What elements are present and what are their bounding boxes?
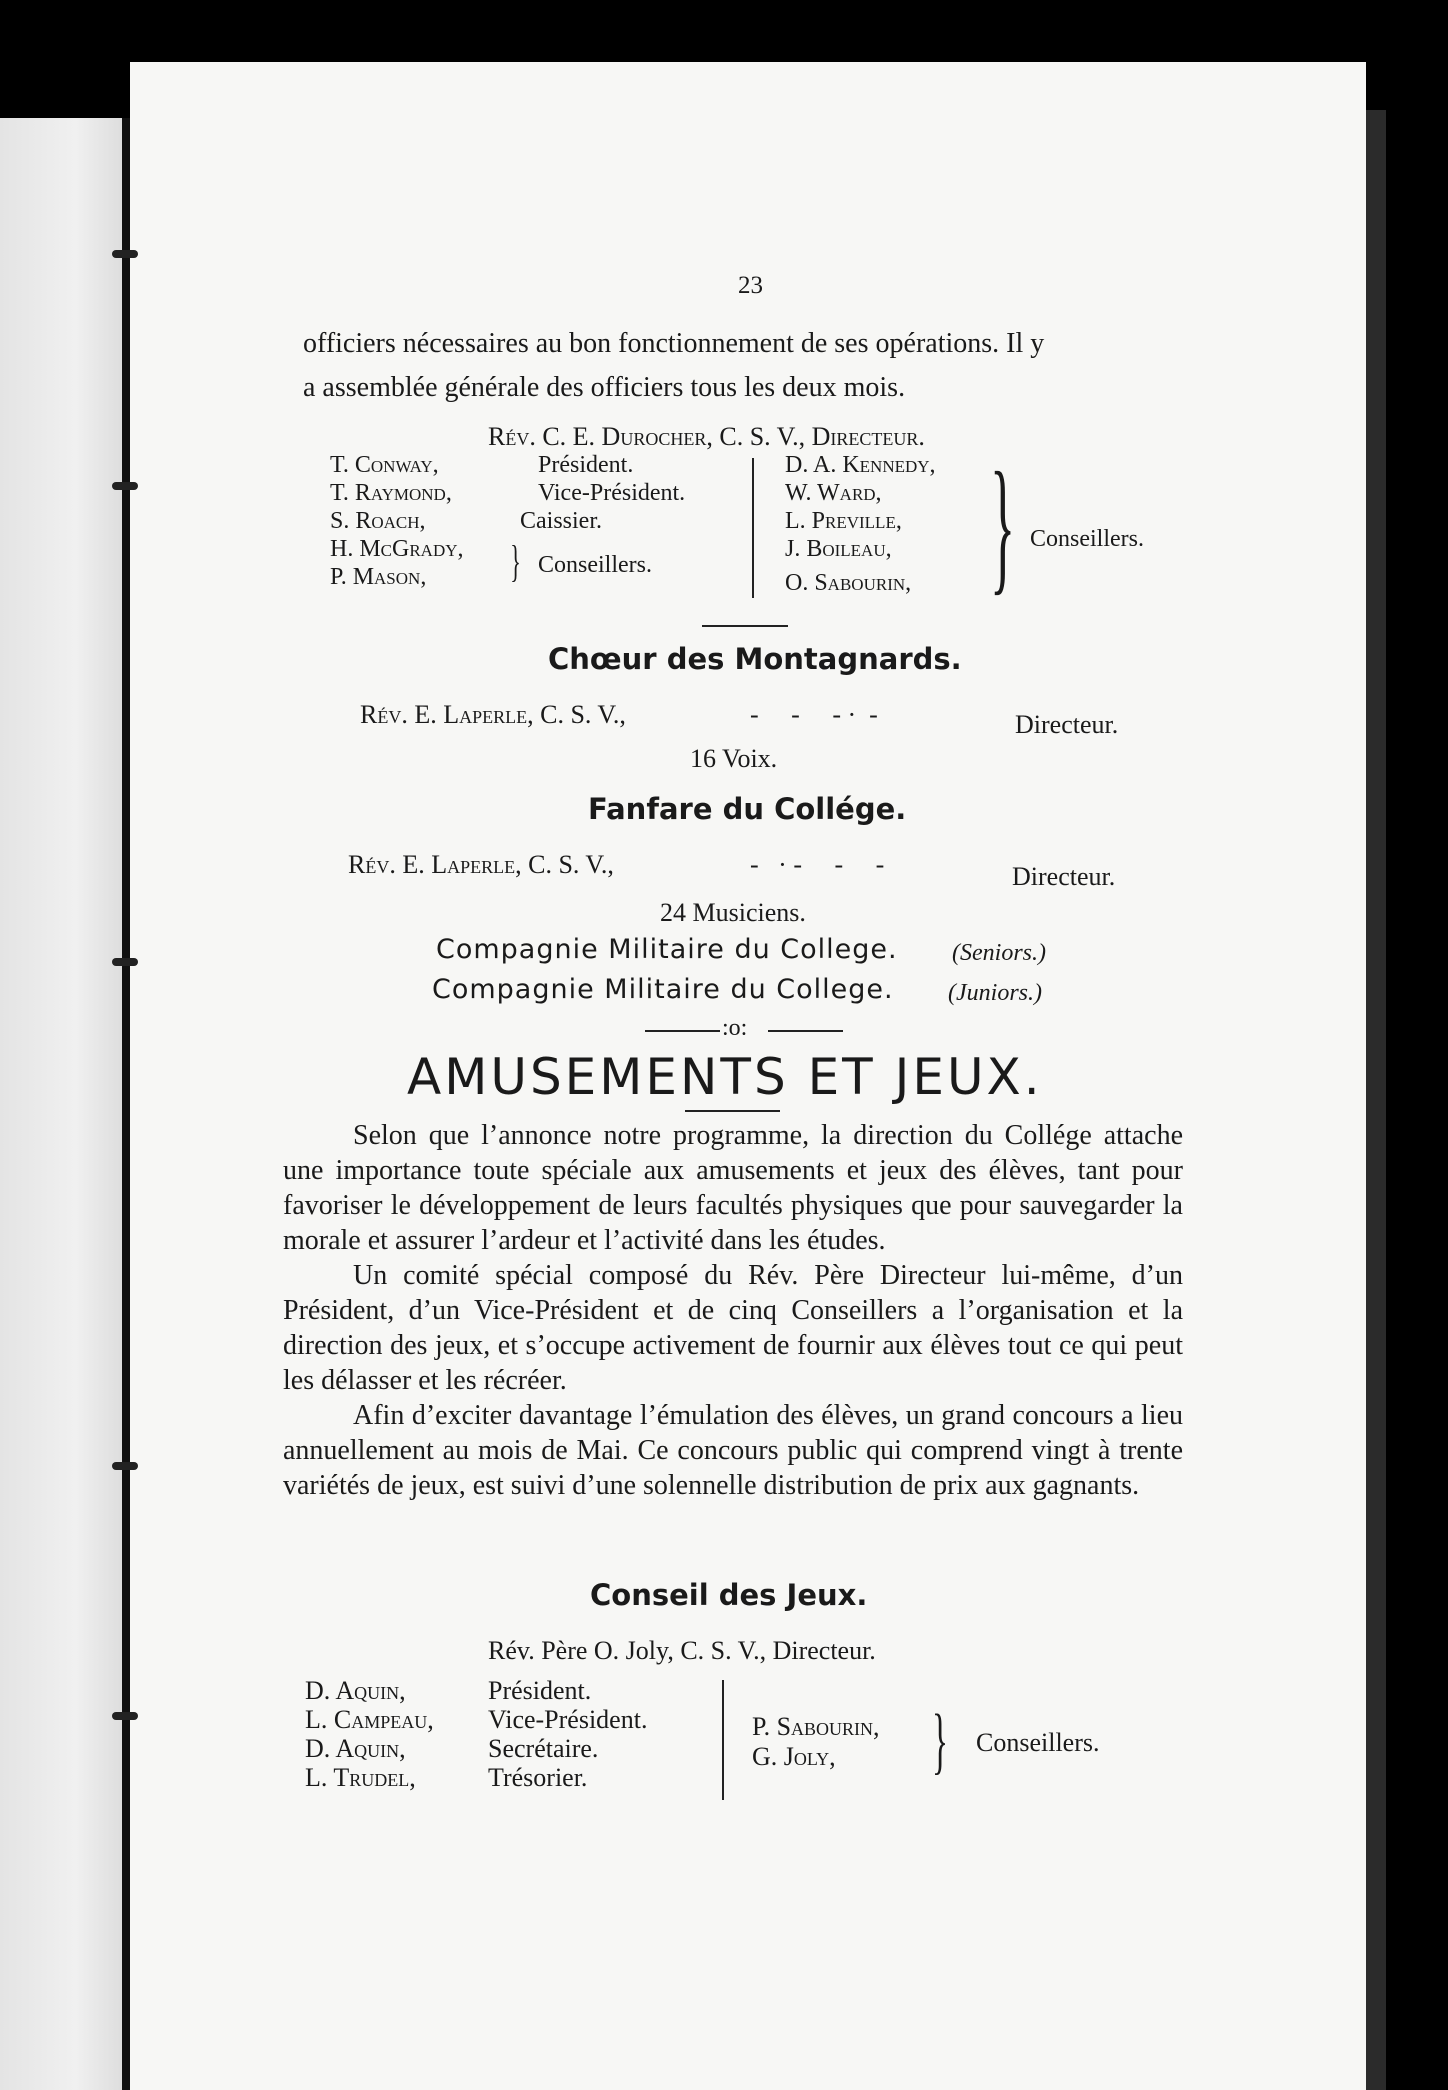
officer-name: T. Raymond, bbox=[330, 480, 452, 506]
officer-group-role: Conseillers. bbox=[538, 552, 652, 578]
officer-role: Secrétaire. bbox=[488, 1734, 599, 1763]
officer-name: O. Sabourin, bbox=[785, 570, 912, 596]
military-note: (Seniors.) bbox=[952, 940, 1046, 966]
book-binding bbox=[122, 118, 130, 2090]
divider bbox=[645, 1030, 720, 1032]
divider bbox=[702, 625, 788, 627]
binding-stitch bbox=[112, 958, 138, 966]
officer-role: Trésorier. bbox=[488, 1763, 588, 1792]
officer-name: D. Aquin, bbox=[305, 1676, 406, 1705]
officer-name: L. Campeau, bbox=[305, 1705, 434, 1734]
binding-stitch bbox=[112, 250, 138, 258]
officer-name: D. A. Kennedy, bbox=[785, 452, 936, 478]
officer-name: J. Boileau, bbox=[785, 536, 892, 562]
section-heading: Chœur des Montagnards. bbox=[548, 642, 962, 676]
intro-line: a assemblée générale des officiers tous les deux mois. bbox=[303, 372, 906, 403]
officer-group-role: Conseillers. bbox=[976, 1728, 1100, 1757]
member-count: 16 Voix. bbox=[690, 744, 778, 773]
officer-name: P. Mason, bbox=[330, 564, 427, 590]
director-line: Rév. C. E. Durocher, C. S. V., Directeur. bbox=[488, 422, 925, 451]
officer-name: L. Preville, bbox=[785, 508, 902, 534]
officer-role: Caissier. bbox=[520, 508, 602, 534]
paragraph: Un comité spécial composé du Rév. Père Directeur lui-même, d’un Président, d’un Vice-Président et de cinq Conseillers a l’organisation et la direction des jeux, et s’occupe activement de fournir aux élèves tout ce qui peut les délasser et les récréer. bbox=[283, 1260, 1183, 1396]
divider bbox=[768, 1030, 843, 1032]
page-number: 23 bbox=[738, 272, 763, 299]
divider bbox=[685, 1110, 780, 1112]
director-name: Rév. E. Laperle, C. S. V., bbox=[348, 850, 614, 879]
left-page-edge bbox=[0, 118, 126, 2090]
director-label: Directeur. bbox=[1015, 710, 1119, 739]
member-count: 24 Musiciens. bbox=[660, 898, 806, 927]
leader-dashes: - - - · - bbox=[750, 700, 878, 729]
officer-group-role: Conseillers. bbox=[1030, 526, 1144, 552]
leader-dashes: - · - - - bbox=[750, 850, 885, 879]
officer-name: W. Ward, bbox=[785, 480, 882, 506]
page-title: AMUSEMENTS ET JEUX. bbox=[407, 1048, 1043, 1106]
officer-role: Vice-Président. bbox=[538, 480, 686, 506]
body-text bbox=[283, 1118, 1183, 1503]
military-company: Compagnie Militaire du College. bbox=[432, 974, 894, 1005]
officer-name: S. Roach, bbox=[330, 508, 426, 534]
binding-stitch bbox=[112, 1462, 138, 1470]
director-line: Rév. Père O. Joly, C. S. V., Directeur. bbox=[488, 1636, 876, 1665]
officer-role: Vice-Président. bbox=[488, 1705, 648, 1734]
officer-name: L. Trudel, bbox=[305, 1763, 416, 1792]
officer-name: H. McGrady, bbox=[330, 536, 464, 562]
brace-icon: } bbox=[990, 442, 1016, 608]
intro-line: officiers nécessaires au bon fonctionnement de ses opérations. Il y bbox=[303, 328, 1045, 359]
section-heading: Conseil des Jeux. bbox=[590, 1578, 868, 1612]
director-name: Rév. E. Laperle, C. S. V., bbox=[360, 700, 626, 729]
paragraph: Selon que l’annonce notre programme, la direction du Collége attache une importance toute spéciale aux amusements et jeux des élèves, tant pour favoriser le développement de leurs facultés physiques que pour sauvegarder la morale et assurer l’ardeur et l’activité dans les études. bbox=[283, 1120, 1183, 1256]
page-edge-shadow bbox=[1366, 110, 1386, 2090]
military-note: (Juniors.) bbox=[948, 980, 1042, 1006]
brace-icon: } bbox=[932, 1700, 948, 1782]
binding-stitch bbox=[112, 482, 138, 490]
officer-name: G. Joly, bbox=[752, 1742, 836, 1771]
officer-name: T. Conway, bbox=[330, 452, 439, 478]
separator-mark: :o: bbox=[722, 1015, 748, 1041]
officer-role: Président. bbox=[488, 1676, 592, 1705]
column-divider bbox=[722, 1680, 724, 1800]
officer-name: P. Sabourin, bbox=[752, 1712, 880, 1741]
officer-name: D. Aquin, bbox=[305, 1734, 406, 1763]
officer-role: Président. bbox=[538, 452, 634, 478]
section-heading: Fanfare du Collége. bbox=[588, 792, 907, 826]
binding-stitch bbox=[112, 1712, 138, 1720]
director-label: Directeur. bbox=[1012, 862, 1116, 891]
paragraph: Afin d’exciter davantage l’émulation des élèves, un grand concours a lieu annuellement au mois de Mai. Ce concours public qui comprend vingt à trente variétés de jeux, est suivi d’une solennelle distribution de prix aux gagnants. bbox=[283, 1400, 1183, 1501]
brace-icon: } bbox=[510, 537, 521, 586]
column-divider bbox=[752, 458, 754, 598]
military-company: Compagnie Militaire du College. bbox=[436, 934, 898, 965]
